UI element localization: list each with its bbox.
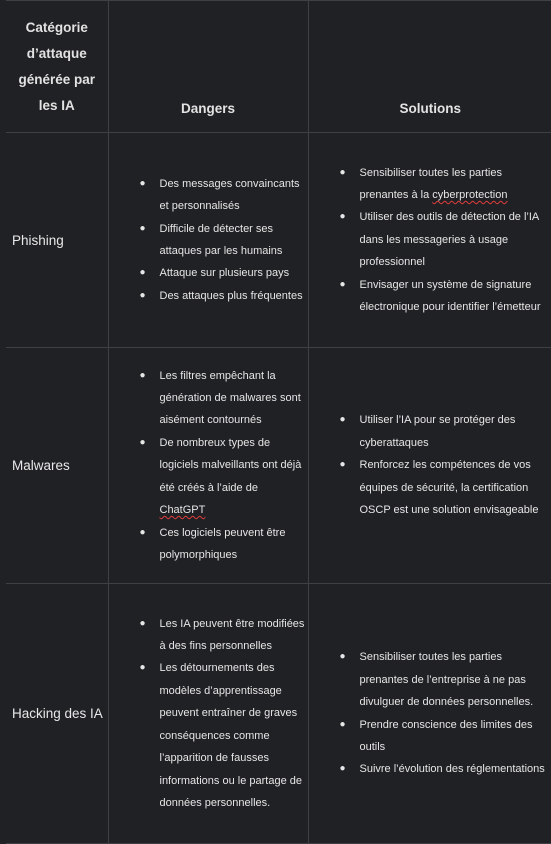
spellcheck-word: cyberprotection [432, 189, 507, 201]
table-row [6, 584, 551, 844]
bullet-icon: ● [140, 613, 146, 635]
bullet-icon: ● [340, 409, 346, 431]
list-item: ● Prendre conscience des limites des outils [360, 714, 551, 759]
spellcheck-word: ChatGPT [160, 504, 206, 516]
solutions-list [310, 409, 551, 521]
bullet-icon: ● [340, 274, 346, 296]
list-item: ● Les détournements des modèles d’apprentissage peuvent entraîner de graves conséquences comme l’apparition de fausses informations ou le partage de données personnelles. [160, 657, 307, 814]
bullet-icon: ● [340, 206, 346, 228]
dangers-cell [108, 584, 308, 844]
header-row [6, 1, 551, 133]
dangers-cell [108, 133, 308, 348]
list-item: ● Sensibiliser toutes les parties prenantes de l’entreprise à ne pas divulguer de données personnelles. [360, 646, 551, 713]
ai-attack-table [6, 0, 551, 844]
bullet-icon: ● [140, 262, 146, 284]
list-item: ● Utiliser l’IA pour se protéger des cyberattaques [360, 409, 551, 454]
solutions-cell [308, 584, 551, 844]
solutions-cell [308, 348, 551, 584]
list-item: ● Sensibiliser toutes les parties prenantes à la cyberprotection [360, 162, 551, 207]
list-item: ● Des messages convaincants et personnalisés [160, 173, 307, 218]
header-dangers: Dangers [108, 1, 308, 133]
category-cell: Malwares [6, 348, 108, 584]
dangers-cell [108, 348, 308, 584]
solutions-cell [308, 133, 551, 348]
bullet-icon: ● [140, 365, 146, 387]
list-item: ● Envisager un système de signature électronique pour identifier l’émetteur [360, 274, 551, 319]
table-row [6, 133, 551, 348]
bullet-icon: ● [140, 522, 146, 544]
bullet-icon: ● [340, 714, 346, 736]
table-row [6, 348, 551, 584]
solutions-list [310, 646, 551, 780]
bullet-icon: ● [340, 454, 346, 476]
list-item: ● Utiliser des outils de détection de l’IA dans les messageries à usage professionnel [360, 206, 551, 273]
list-item: ● De nombreux types de logiciels malveillants ont déjà été créés à l’aide de ChatGPT [160, 432, 307, 522]
bullet-icon: ● [340, 162, 346, 184]
dangers-list [110, 365, 307, 567]
bullet-icon: ● [140, 173, 146, 195]
list-item: ● Attaque sur plusieurs pays [160, 262, 307, 284]
list-item: ● Ces logiciels peuvent être polymorphiques [160, 522, 307, 567]
dangers-list [110, 173, 307, 307]
bullet-icon: ● [140, 218, 146, 240]
list-item: ● Suivre l’évolution des réglementations [360, 758, 551, 780]
list-item: ● Difficile de détecter ses attaques par les humains [160, 218, 307, 263]
header-category: Catégorie d’attaque générée par les IA [6, 1, 108, 133]
solutions-list [310, 162, 551, 319]
bullet-icon: ● [140, 657, 146, 679]
bullet-icon: ● [140, 285, 146, 307]
category-cell: Hacking des IA [6, 584, 108, 844]
bullet-icon: ● [340, 758, 346, 780]
list-item: ● Des attaques plus fréquentes [160, 285, 307, 307]
list-item: ● Renforcez les compétences de vos équipes de sécurité, la certification OSCP est une solution envisageable [360, 454, 551, 521]
header-solutions: Solutions [308, 1, 551, 133]
category-cell: Phishing [6, 133, 108, 348]
list-item: ● Les filtres empêchant la génération de malwares sont aisément contournés [160, 365, 307, 432]
dangers-list [110, 613, 307, 815]
bullet-icon: ● [340, 646, 346, 668]
list-item: ● Les IA peuvent être modifiées à des fins personnelles [160, 613, 307, 658]
bullet-icon: ● [140, 432, 146, 454]
